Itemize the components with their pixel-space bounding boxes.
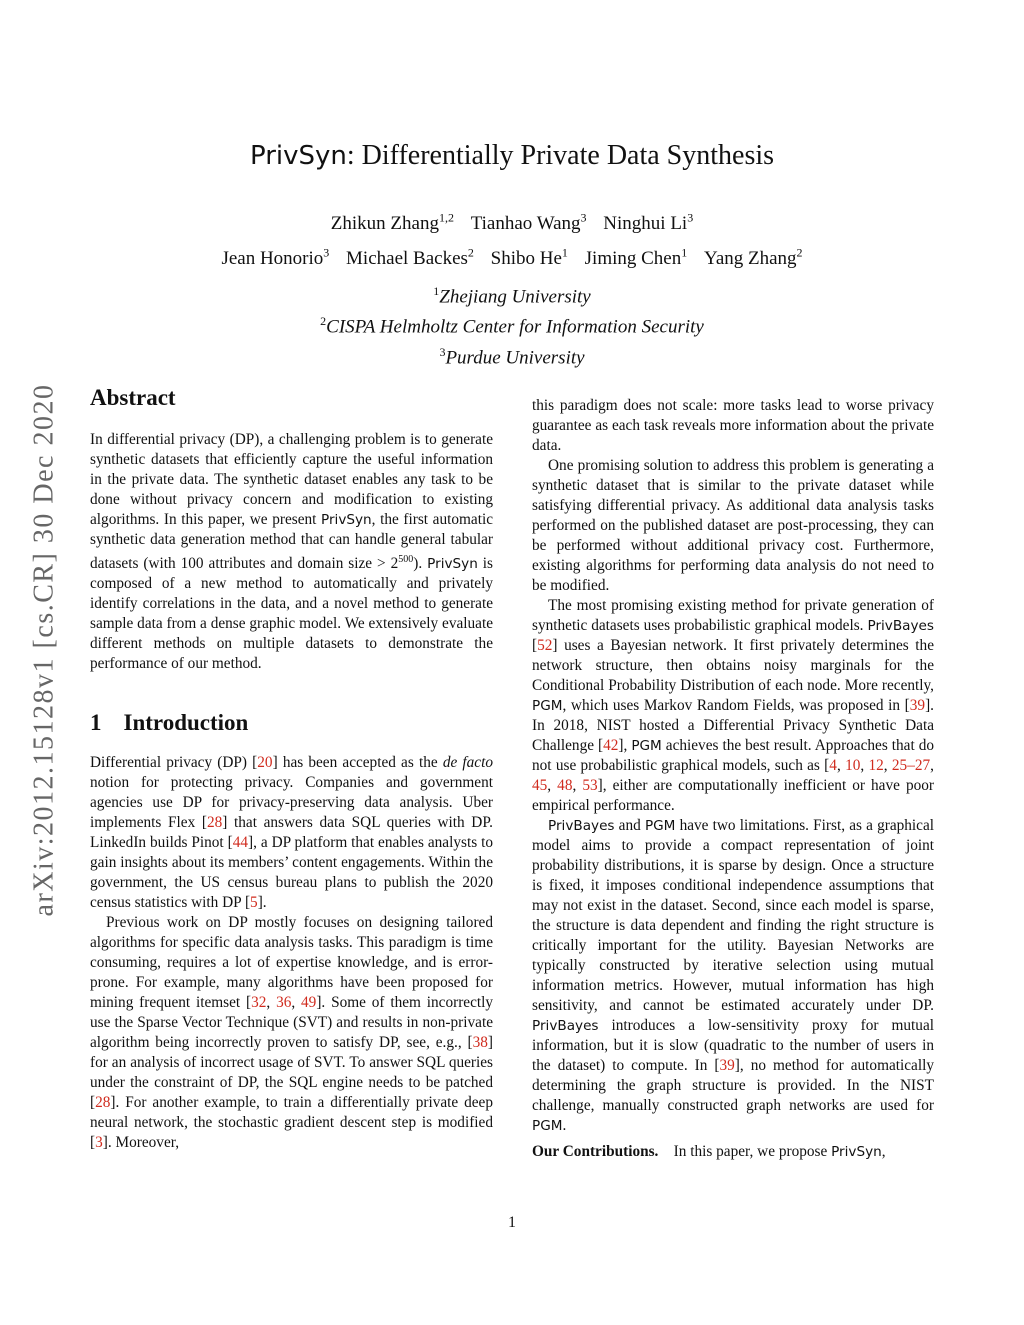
- contributions-paragraph: Our Contributions. In this paper, we propose PrivSyn,: [532, 1143, 886, 1160]
- citation-link[interactable]: 38: [472, 1034, 488, 1052]
- author: Jean Honorio$^3$: [221, 245, 330, 269]
- citation-link[interactable]: 20: [257, 754, 273, 772]
- citation-link[interactable]: 49: [301, 994, 317, 1012]
- citation-link[interactable]: 25: [891, 757, 908, 774]
- right-paragraph-1: this paradigm does not scale: more tasks lead to worse privacy guarantee as each task reveals more information about the private data.: [532, 397, 934, 454]
- affiliation: $^1$Zhejiang University: [433, 284, 591, 308]
- citation-link[interactable]: 28: [95, 1094, 111, 1112]
- abstract-text: In differential privacy (DP), a challenging problem is to generate synthetic datasets that efficiently capture the useful information in the private data. The synthetic dataset enables any task to be done without privacy concern and modification to existing algorithms. In this paper, we present PrivSyn, the first automatic synthetic data generation method that can handle general tabular datasets (with 100 attributes and domain size > $2^{500}$). PrivSyn is composed of a new method to automatically and privately identify correlations in the data, and a novel method to generate sample data from a dense graphic model. We extensively evaluate different methods on multiple datasets to demonstrate the performance of our method.: [90, 431, 494, 673]
- citation-link[interactable]: 28: [206, 814, 223, 832]
- citation-link[interactable]: 27: [914, 757, 931, 774]
- intro-paragraph-1: Differential privacy (DP) [20] has been accepted as the de facto notion for protecting privacy. Companies and government agencies use DP for privacy-preserving data analysis. Uber implements Flex [28] that answers data SQL queries with DP. LinkedIn builds Pinot [44], a DP platform that enables analysts to gain insights about its members’ content engagements. Within the government, the US census bureau plans to publish the 2020 census statistics with DP [5].: [90, 754, 494, 912]
- arxiv-stamp: [24, 350, 64, 950]
- authors-line-1: [0, 204, 1024, 238]
- arxiv-id: arXiv:2012.15128v1 [cs.CR] 30 Dec 2020: [28, 383, 59, 917]
- right-column: [532, 396, 934, 1162]
- right-paragraph-3: The most promising existing method for private generation of synthetic datasets uses probabilistic graphical models. PrivBayes [52] uses a Bayesian network. It first privately determines the network structure, then obtains noisy marginals for the Conditional Probability Distribution of each node. More recently, PGM, which uses Markov Random Fields, was proposed in [39]. In 2018, NIST hosted a Differential Privacy Synthetic Data Challenge [42], PGM achieves the best result. Approaches that do not use probabilistic graphical models, such as [4, 10, 12, 25–27, 45, 48, 53], either are computationally inefficient or have poor empirical performance.: [532, 597, 934, 814]
- citation-link[interactable]: 12: [868, 757, 884, 774]
- affiliation: $^3$Purdue University: [439, 344, 585, 368]
- author: Michael Backes$^2$: [346, 245, 474, 269]
- citation-link[interactable]: 44: [232, 834, 249, 852]
- citation-link[interactable]: 48: [557, 777, 573, 794]
- citation-link[interactable]: 52: [537, 637, 553, 654]
- citation-link[interactable]: 32: [251, 994, 267, 1012]
- affiliation: $^2$CISPA Helmholtz Center for Information Security: [320, 314, 704, 338]
- citation-link[interactable]: 4: [829, 757, 837, 774]
- abstract-heading: Abstract: [90, 385, 176, 410]
- author: Shibo He$^1$: [490, 245, 568, 269]
- citation-link[interactable]: 39: [719, 1057, 735, 1074]
- citation-link[interactable]: 53: [582, 777, 598, 794]
- author: Yang Zhang$^2$: [704, 245, 803, 269]
- affiliations: [0, 279, 1024, 370]
- paper-title: [0, 140, 1024, 172]
- title-system-name: PrivSyn: [249, 141, 347, 171]
- citation-link[interactable]: 39: [909, 697, 926, 714]
- author: Zhikun Zhang$^{1,2}$: [330, 211, 454, 235]
- page-number: 1: [508, 1214, 516, 1231]
- citation-link[interactable]: 42: [603, 737, 619, 754]
- citation-link[interactable]: 5: [250, 894, 258, 912]
- citation-link[interactable]: 10: [845, 757, 861, 774]
- citation-link[interactable]: 45: [532, 777, 548, 794]
- author-block: [0, 204, 1024, 273]
- right-paragraph-2: One promising solution to address this problem is generating a synthetic dataset that is similar to the private dataset while satisfying differential privacy. As additional data analysis tasks performed on the published dataset are post-processing, they can be performed without additional privacy cost. Furthermore, existing algorithms for performing data analysis do not need to be modified.: [532, 457, 934, 594]
- title-rest: : Differentially Private Data Synthesis: [346, 140, 775, 171]
- author: Tianhao Wang$^3$: [470, 211, 587, 235]
- author: Ninghui Li$^3$: [603, 211, 694, 235]
- citation-link[interactable]: 3: [95, 1134, 103, 1152]
- intro-paragraph-2: Previous work on DP mostly focuses on designing tailored algorithms for specific data analysis tasks. This paradigm is time consuming, requires a lot of expertise knowledge, and is error-prone. For example, many algorithms have been proposed for mining frequent itemset [32, 36, 49]. Some of them incorrectly use the Sparse Vector Technique (SVT) and results in non-private algorithm being incorrectly proven to satisfy DP, see, e.g., [38] for an analysis of incorrect usage of SVT. To answer SQL queries under the constraint of DP, the SQL engine needs to be patched [28]. For another example, to train a differentially private deep neural network, the stochastic gradient descent step is modified [3]. Moreover,: [90, 914, 494, 1152]
- author: Jiming Chen$^1$: [584, 245, 688, 269]
- citation-link[interactable]: 36: [276, 994, 292, 1012]
- right-paragraph-4: PrivBayes and PGM have two limitations. First, as a graphical model aims to provide a compact representation of joint probability distributions, it is sparse by design. Once a structure is fixed, it imposes conditional independence assumptions that may not exist in the dataset. Second, since each model is sparse, the structure is data dependent and finding the right structure is critically important for the utility. Bayesian Networks are typically constructed by iterative selection using mutual information metrics. However, mutual information has high sensitivity, and cannot be estimated accurately under DP. PrivBayes introduces a low-sensitivity proxy for mutual information, but it is slow (quadratic to the number of users in the dataset) to compute. In [39], no method for automatically determining the graph structure is provided. In the NIST challenge, manually constructed graph networks are used for PGM.: [532, 817, 934, 1134]
- contributions-heading: Our Contributions.: [532, 1143, 659, 1160]
- authors-line-2: [0, 238, 1024, 272]
- left-column: [90, 385, 494, 1153]
- intro-heading: 1 Introduction: [90, 710, 249, 736]
